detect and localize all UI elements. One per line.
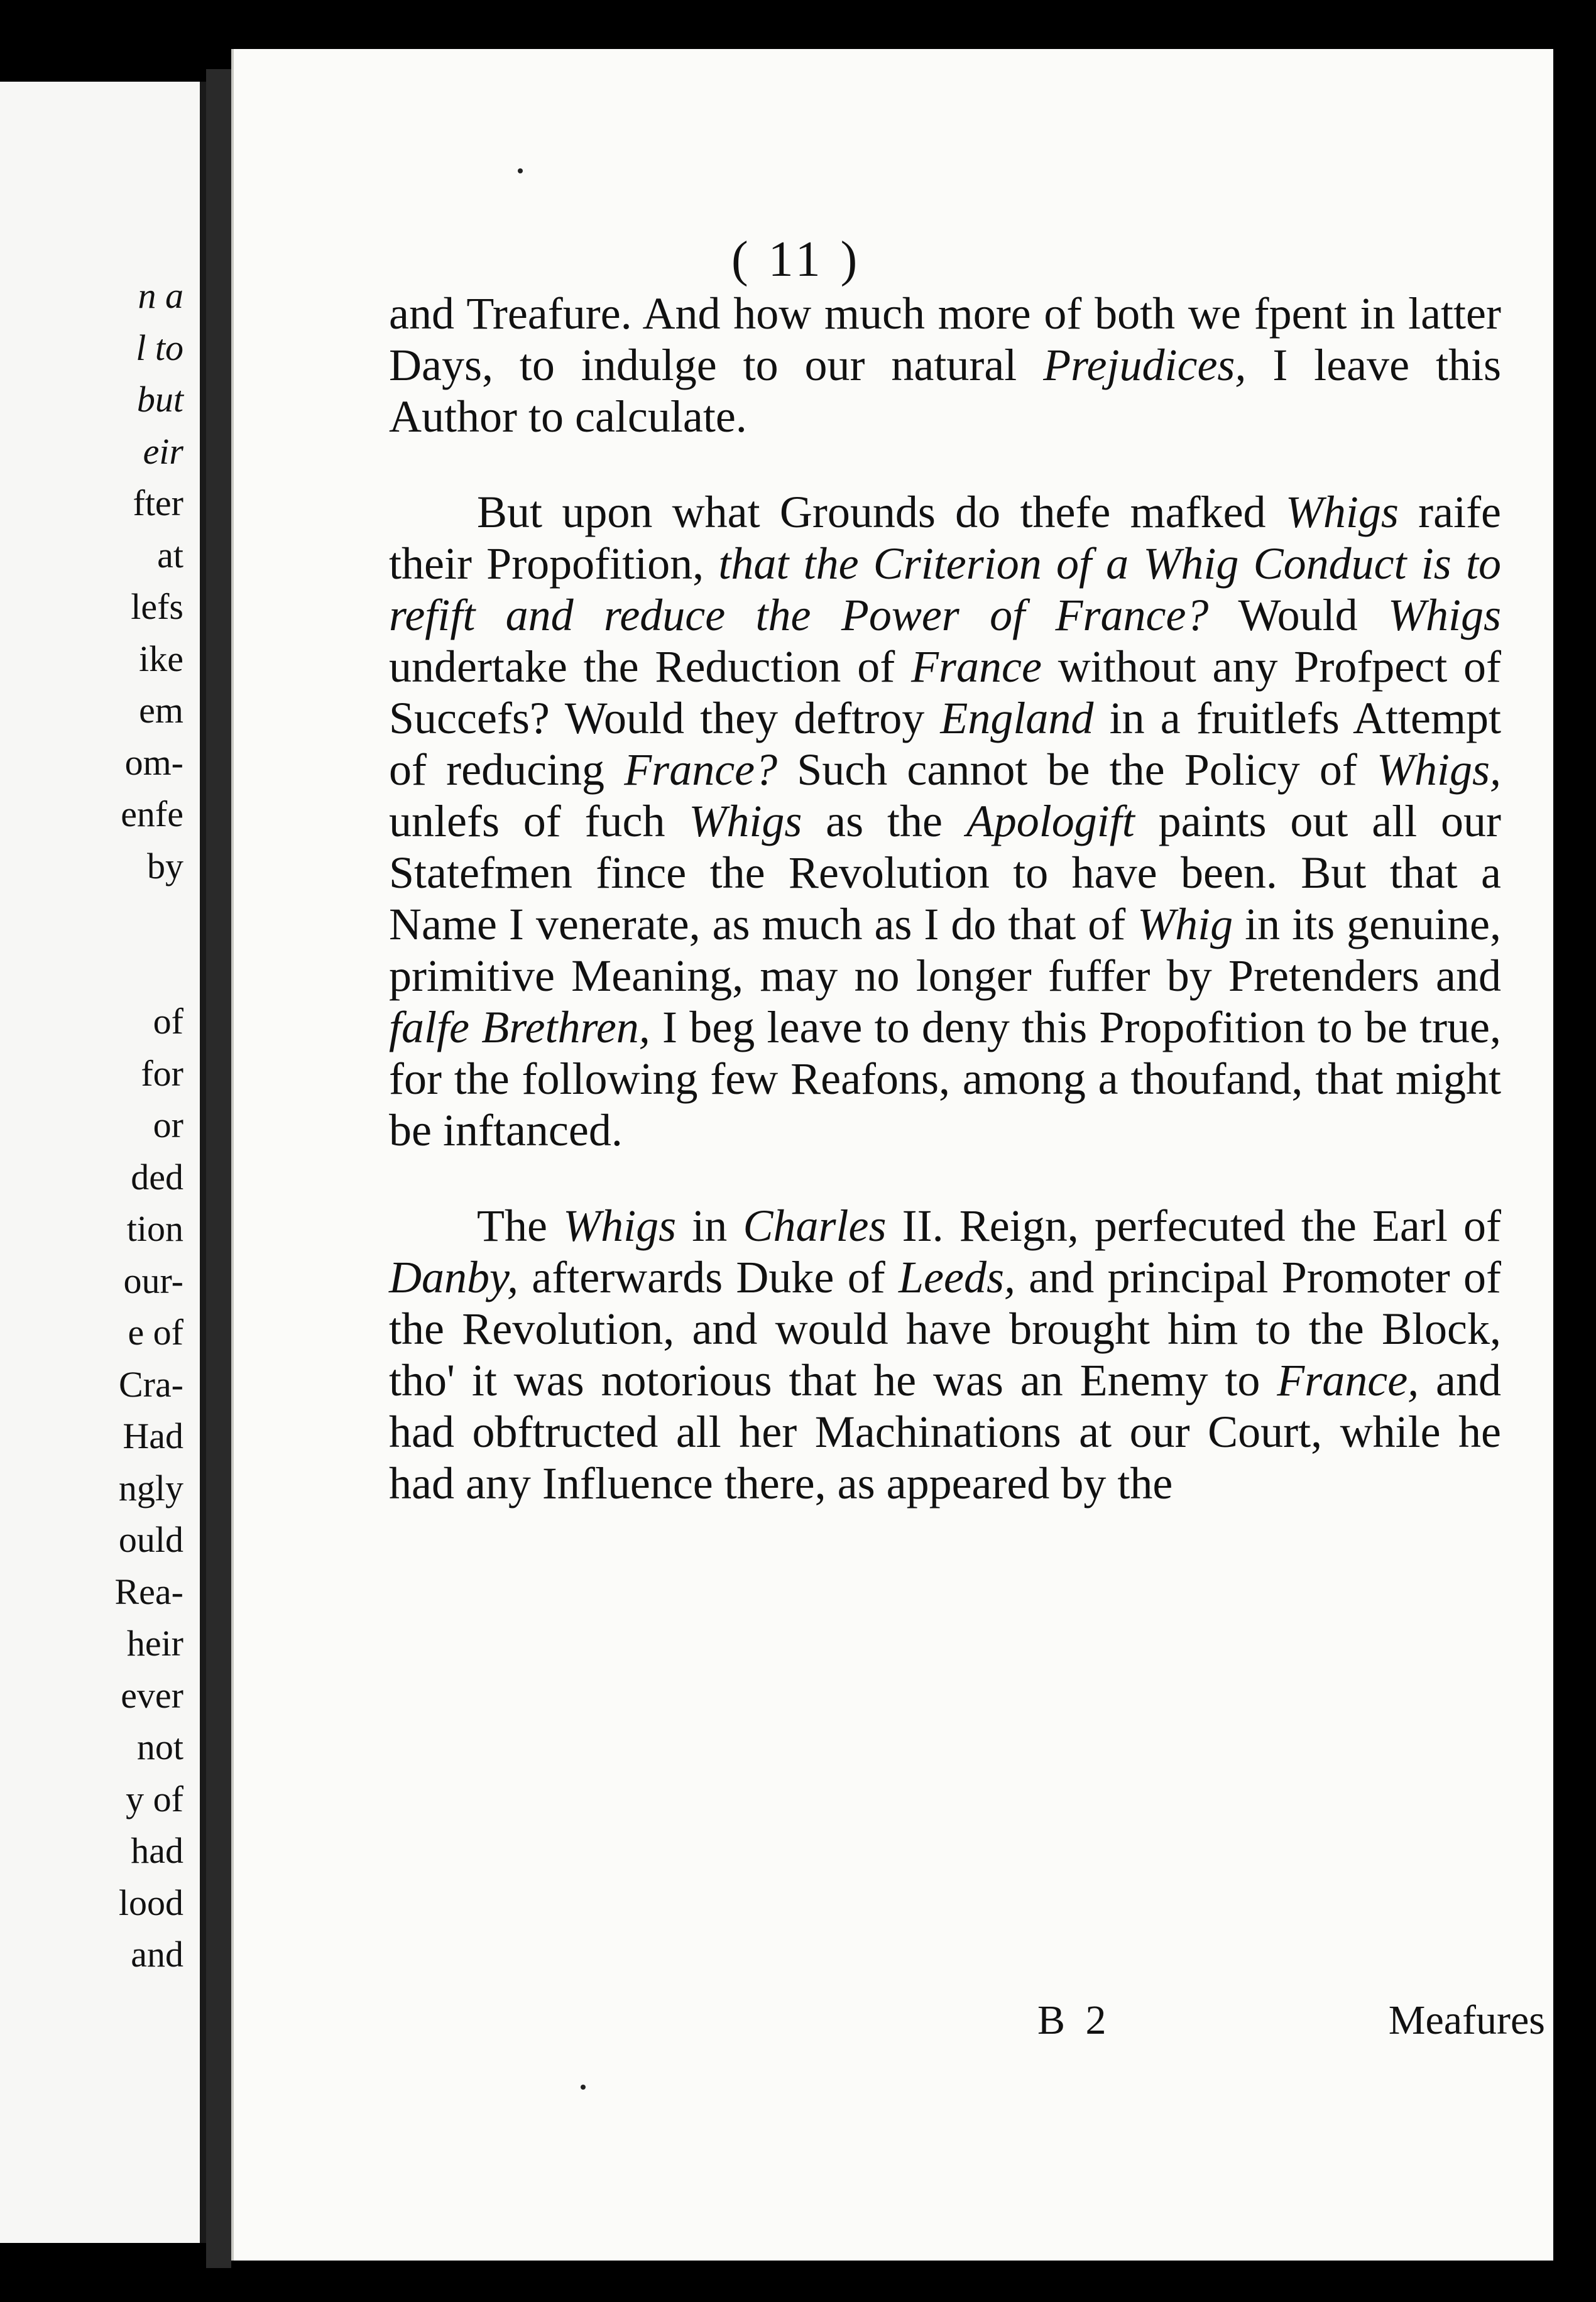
italic-text: that the Criterion of a Whig Conduct is to refift and reduce the Power of France? (389, 538, 1501, 640)
italic-text: Whigs (689, 796, 802, 846)
italic-text: Whigs (1388, 590, 1501, 640)
italic-text: Prejudices, (1043, 340, 1247, 390)
italic-text: France, (1277, 1355, 1419, 1405)
paragraph (389, 486, 1501, 1156)
left-page-fragment: ould (118, 1519, 183, 1560)
left-page-fragment: but (136, 379, 183, 420)
text-run: in (676, 1201, 743, 1251)
left-page-fragment: heir (126, 1623, 183, 1664)
gutter-shadow (206, 69, 231, 2268)
text-run: I leave this Author to calculate. (389, 340, 1501, 442)
italic-text: Charles (743, 1201, 887, 1251)
italic-text: Whigs (1285, 487, 1399, 537)
left-page-fragment: lood (118, 1882, 183, 1923)
left-page-fragment: of (153, 1001, 183, 1042)
left-page-fragment: ever (121, 1674, 183, 1716)
left-page-fragment: em (139, 690, 183, 731)
text-run: and had obftructed all her Machinations at our Court, while he had any Influence there, as appeared by the (389, 1355, 1501, 1508)
left-page-fragment: fter (133, 483, 183, 523)
italic-text: Whigs, (1377, 745, 1501, 795)
text-run: Would (1208, 590, 1388, 640)
italic-text: France? (624, 745, 778, 795)
left-page-fragment: had (131, 1830, 183, 1871)
left-page-fragment: n a (138, 275, 183, 316)
left-facing-page (0, 82, 206, 2243)
left-page-text-fragments (0, 270, 183, 1981)
body-text (389, 288, 1501, 1553)
left-page-fragment: l to (136, 327, 183, 368)
right-page (231, 49, 1553, 2261)
left-page-fragment: e of (128, 1312, 183, 1353)
italic-text: Leeds, (898, 1252, 1015, 1302)
left-page-fragment: and (131, 1934, 183, 1975)
text-run: raife their Propofition, (389, 487, 1502, 589)
text-run: without any Profpect of Succefs? Would they deftroy (389, 641, 1502, 743)
text-run: Such cannot be the Policy of (777, 745, 1377, 795)
catchword: Meafures (1388, 1997, 1545, 2043)
left-page-fragment: Had (123, 1416, 183, 1456)
left-page-fragment: by (147, 845, 183, 886)
italic-text: Danby, (389, 1252, 518, 1302)
page-number-header: ( 11 ) (731, 232, 861, 287)
italic-text: France (910, 641, 1042, 692)
left-page-fragment: at (157, 534, 183, 576)
text-run: afterwards Duke of (518, 1252, 899, 1302)
left-page-fragment: om- (124, 741, 183, 783)
italic-text: England (940, 693, 1094, 743)
page-footer (389, 1997, 1545, 2053)
signature-mark: B 2 (1037, 1997, 1112, 2043)
left-page-fragment: Rea- (114, 1571, 183, 1612)
italic-text: Whig (1137, 899, 1233, 949)
left-page-fragment: not (136, 1726, 183, 1767)
left-page-fragment: tion (126, 1208, 183, 1249)
left-page-fragment: our- (123, 1260, 183, 1301)
left-page-fragment: ded (131, 1156, 183, 1197)
text-run: and Treafure. And how much more of both we fpent in latter Days, to indulge to our natural (389, 288, 1501, 390)
left-page-fragment: eir (143, 430, 183, 472)
text-run: undertake the Reduction of (389, 641, 911, 692)
ink-speck (581, 2085, 586, 2090)
left-page-fragment: ike (139, 638, 183, 679)
paragraph (389, 288, 1501, 442)
italic-text: falfe Brethren, (389, 1002, 650, 1052)
left-page-fragment: lefs (131, 586, 183, 627)
text-run: in its genuine, primitive Meaning, may no longer fuffer by Pretenders and (389, 899, 1501, 1001)
ink-speck (518, 168, 523, 173)
text-run: as the (802, 796, 966, 846)
left-page-fragment: Cra- (118, 1363, 183, 1405)
paragraph (389, 1200, 1501, 1509)
text-run: unlefs of fuch (389, 796, 689, 846)
left-page-fragment: enfe (121, 794, 183, 834)
text-run: II. Reign, perfecuted the Earl of (886, 1201, 1502, 1251)
text-run: and principal Promoter of the Revolution, and would have brought him to the Block, tho' it was notorious that he was an Enemy to (389, 1252, 1502, 1405)
left-page-fragment: y of (126, 1778, 183, 1819)
text-run: paints out all our Statefmen fince the Revolution to have been. But that a Name I venerate, as much as I do that of (389, 796, 1501, 949)
left-page-fragment: for (141, 1052, 183, 1094)
italic-text: Apologift (966, 796, 1135, 846)
text-run: The (477, 1201, 564, 1251)
left-page-fragment: or (153, 1105, 183, 1145)
italic-text: Whigs (563, 1201, 677, 1251)
text-run: in a fruitlefs Attempt of reducing (389, 693, 1501, 795)
left-page-fragment: ngly (118, 1467, 183, 1508)
text-run: I beg leave to deny this Propofition to be true, for the following few Reafons, among a thoufand, that might be inftanced. (389, 1002, 1502, 1155)
text-run: But upon what Grounds do thefe mafked (477, 487, 1286, 537)
